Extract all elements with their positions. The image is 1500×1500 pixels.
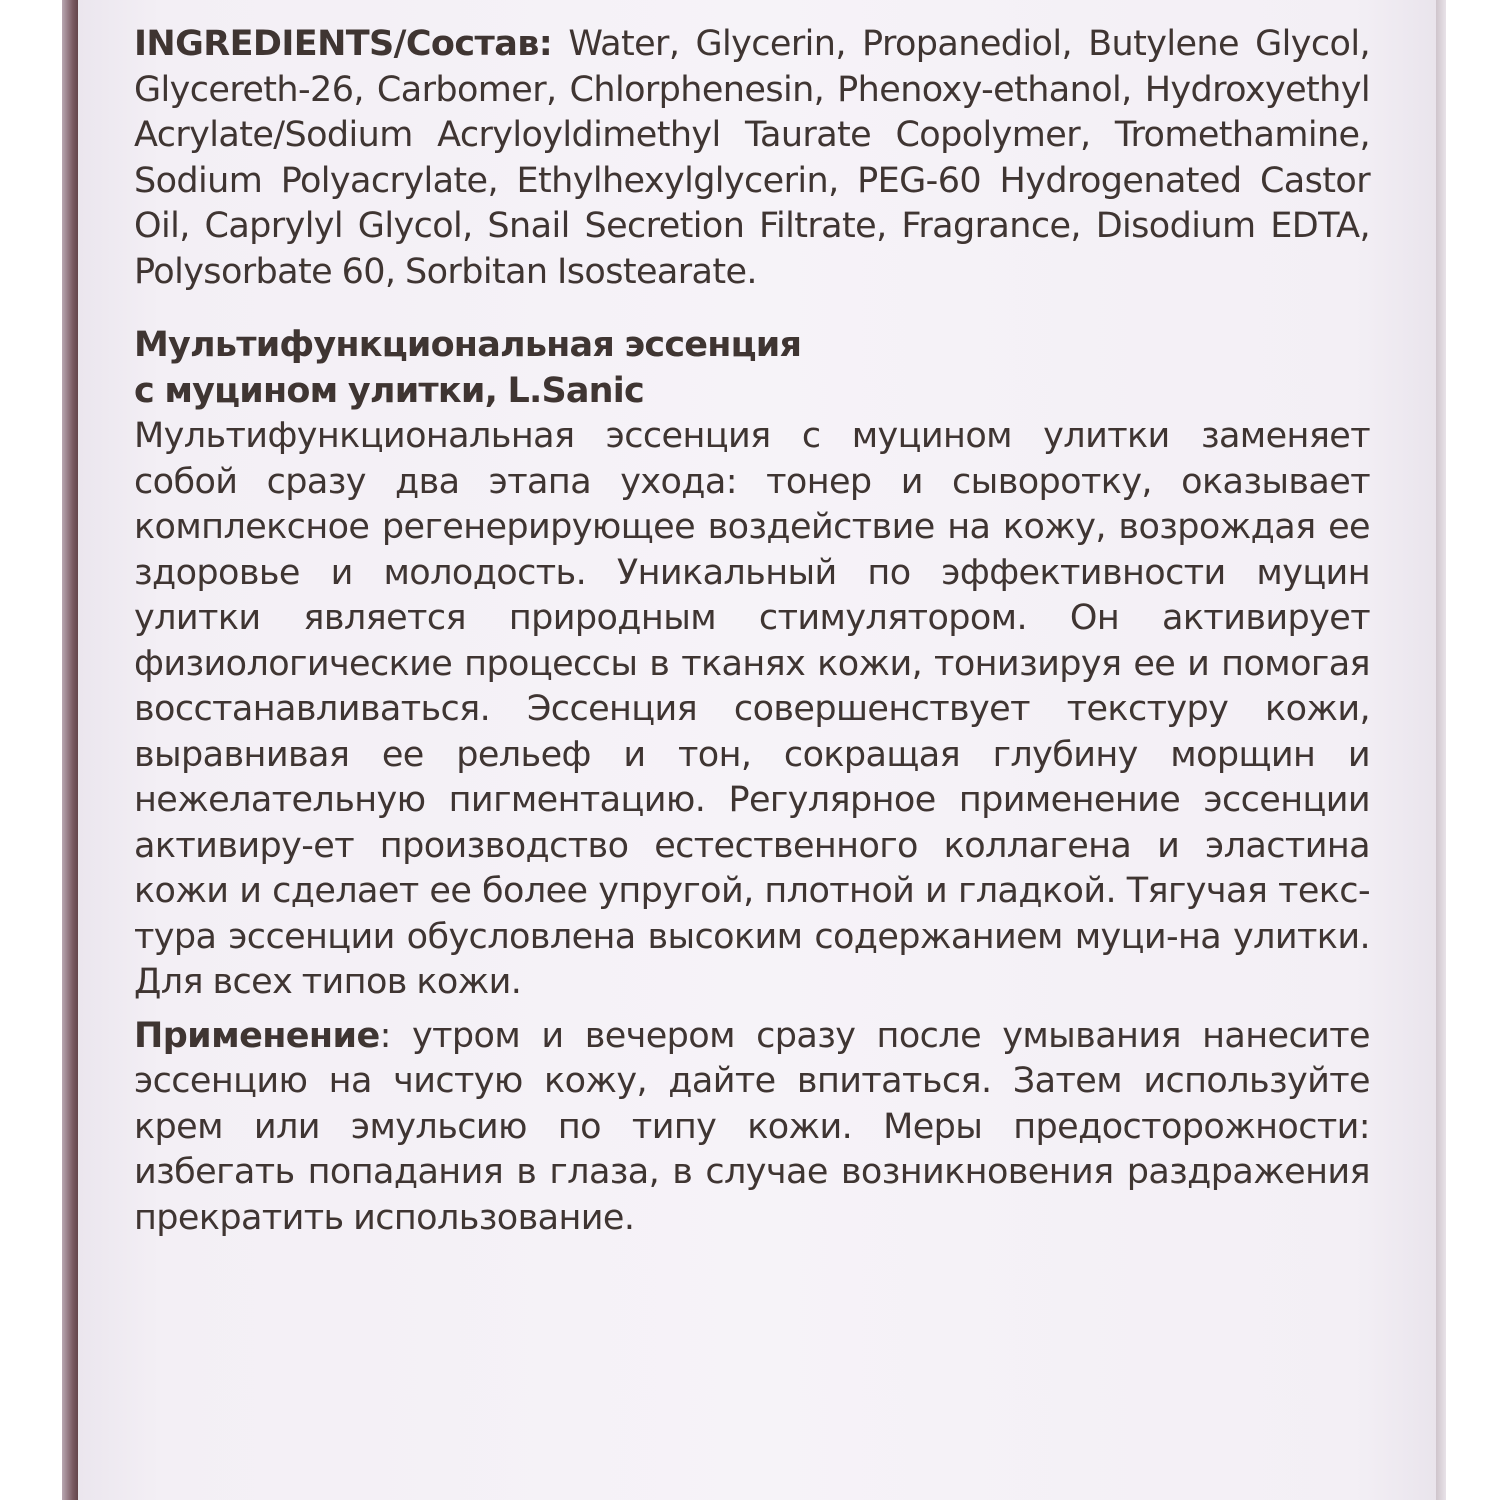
product-title-line2: с муцином улитки, L.Sanic bbox=[134, 370, 644, 411]
product-description: Мультифункциональная эссенция с муцином улитки заменяет собой сразу два этапа ухода: тонер и сыворотку, оказывает комплексное регенерирующее воздействие на кожу, возрождая ее здоровье и молодость. Уникальный по эффективности муцин улитки является природным стимулятором. Он активирует физиологические процессы в тканях кожи, тонизируя ее и помогая восстанавливаться. Эссенция совершенствует текстуру кожи, выравнивая ее рельеф и тон, сокращая глубину морщин и нежелательную пигментацию. Регулярное применение эссенции активиру-ет производство естественного коллагена и эластина кожи и сделает ее более упругой, плотной и гладкой. Тягучая текс-тура эссенции обусловлена высоким содержанием муци-на улитки. Для всех типов кожи. bbox=[134, 416, 1370, 1002]
product-title bbox=[134, 323, 1370, 414]
usage-paragraph bbox=[134, 1014, 1370, 1242]
ingredients-paragraph bbox=[134, 22, 1370, 295]
label-text-block bbox=[134, 22, 1370, 1241]
package-right-edge bbox=[1436, 0, 1446, 1500]
usage-text: : утром и вечером сразу после умывания нанесите эссенцию на чистую кожу, дайте впитаться. Затем используйте крем или эмульсию по типу кожи. Меры предосторожности: избегать попадания в глаза, в случае возникновения раздражения прекратить использование. bbox=[134, 1015, 1370, 1238]
ingredients-list: Water, Glycerin, Propanediol, Butylene Glycol, Glycereth-26, Carbomer, Chlorphenesin, Phenoxy-ethanol, Hydroxyethyl Acrylate/Sodium Acryloyldimethyl Taurate Copolymer, Tromethamine, Sodium Polyacrylate, Ethylhexylglycerin, PEG-60 Hydrogenated Castor Oil, Caprylyl Glycol, Snail Secretion Filtrate, Fragrance, Disodium EDTA, Polysorbate 60, Sorbitan Isostearate. bbox=[134, 24, 1370, 292]
usage-label: Применение bbox=[134, 1015, 380, 1056]
product-title-line1: Мультифункциональная эссенция bbox=[134, 325, 802, 365]
ingredients-label: INGREDIENTS/Состав: bbox=[134, 24, 553, 64]
